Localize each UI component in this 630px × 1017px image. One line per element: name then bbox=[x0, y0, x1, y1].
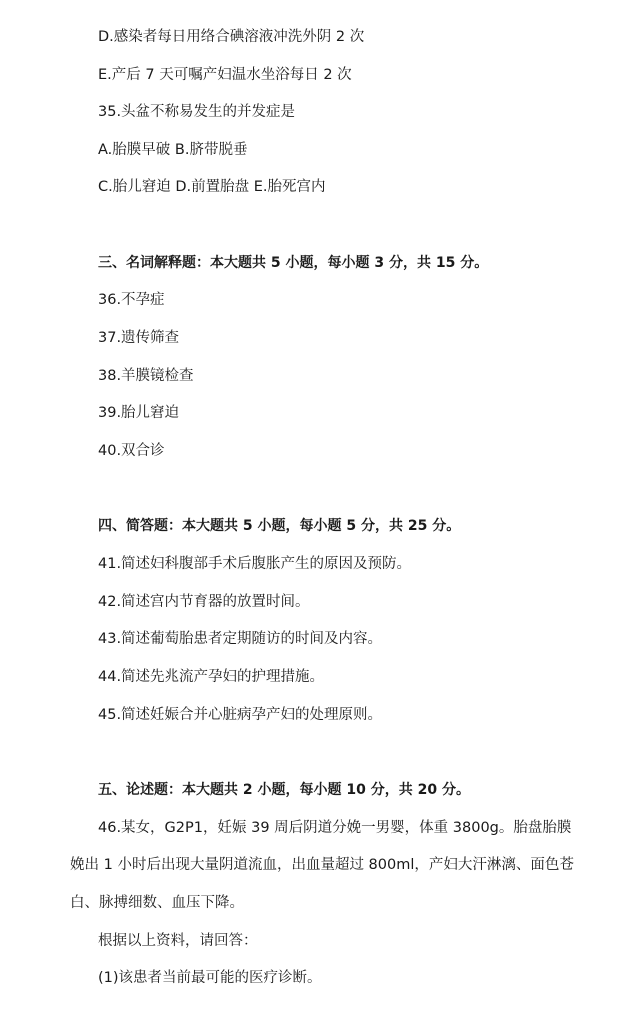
question-46-line-2: 娩出 1 小时后出现大量阴道流血，出血量超过 800ml，产妇大汗淋漓、面色苍 bbox=[70, 857, 574, 873]
section-5-heading: 五、论述题：本大题共 2 小题，每小题 10 分，共 20 分。 bbox=[98, 782, 470, 798]
question-38: 38.羊膜镜检查 bbox=[98, 368, 194, 384]
question-39: 39.胎儿窘迫 bbox=[98, 405, 180, 421]
question-46-line-3: 白、脉搏细数、血压下降。 bbox=[70, 895, 244, 911]
question-40: 40.双合诊 bbox=[98, 443, 165, 459]
question-46-prompt: 根据以上资料，请回答： bbox=[98, 933, 258, 949]
question-46-line-1: 46.某女，G2P1，妊娠 39 周后阴道分娩一男婴，体重 3800g。胎盘胎膜 bbox=[98, 820, 572, 836]
question-35: 35.头盆不称易发生的并发症是 bbox=[98, 104, 296, 120]
question-36: 36.不孕症 bbox=[98, 292, 165, 308]
question-44: 44.简述先兆流产孕妇的护理措施。 bbox=[98, 669, 325, 685]
section-3-heading: 三、名词解释题：本大题共 5 小题，每小题 3 分，共 15 分。 bbox=[98, 255, 489, 271]
section-4-heading: 四、简答题：本大题共 5 小题，每小题 5 分，共 25 分。 bbox=[98, 518, 461, 534]
option-e-line: E.产后 7 天可嘱产妇温水坐浴每日 2 次 bbox=[98, 67, 352, 83]
question-41: 41.简述妇科腹部手术后腹胀产生的原因及预防。 bbox=[98, 556, 412, 572]
question-35-options-ab: A.胎膜早破 B.脐带脱垂 bbox=[98, 142, 248, 158]
question-43: 43.简述葡萄胎患者定期随访的时间及内容。 bbox=[98, 631, 383, 647]
option-d-line: D.感染者每日用络合碘溶液冲洗外阴 2 次 bbox=[98, 29, 365, 45]
question-45: 45.简述妊娠合并心脏病孕产妇的处理原则。 bbox=[98, 707, 383, 723]
question-42: 42.简述宫内节育器的放置时间。 bbox=[98, 594, 310, 610]
question-35-options-cde: C.胎儿窘迫 D.前置胎盘 E.胎死宫内 bbox=[98, 179, 326, 195]
question-46-sub-1: (1)该患者当前最可能的医疗诊断。 bbox=[98, 970, 322, 986]
question-37: 37.遗传筛查 bbox=[98, 330, 180, 346]
